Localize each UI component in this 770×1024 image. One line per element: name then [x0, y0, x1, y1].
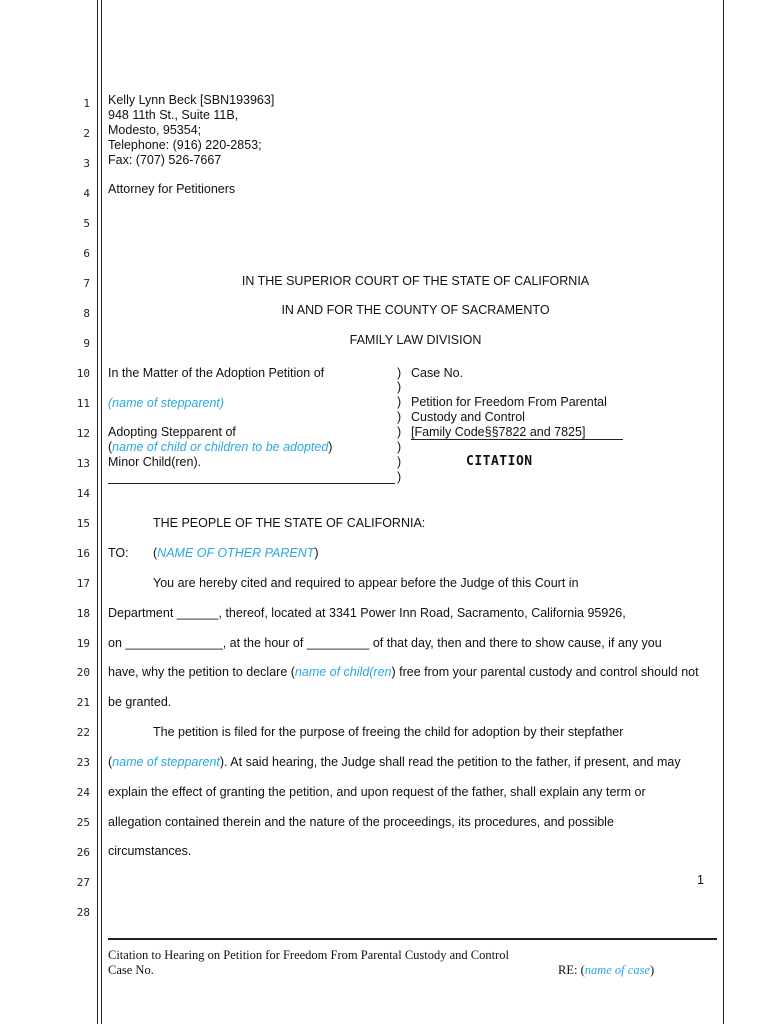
- to-label: TO:: [108, 546, 129, 560]
- caption-paren: ): [397, 470, 402, 484]
- line-number: 9: [83, 337, 90, 350]
- case-name-placeholder: name of case: [584, 963, 650, 977]
- body-line-23: [108, 755, 681, 769]
- line-number: 11: [76, 397, 90, 410]
- child-name-placeholder: name of child(ren: [294, 665, 392, 679]
- left-margin-rule-inner: [101, 0, 102, 1024]
- line-number: 25: [76, 816, 90, 829]
- family-code-reference: [Family Code§§7822 and 7825]: [411, 425, 586, 439]
- caption-paren: ): [397, 366, 402, 380]
- matter-label: In the Matter of the Adoption Petition of: [108, 366, 325, 380]
- paren-close: ): [314, 546, 319, 560]
- line-number: 13: [76, 457, 90, 470]
- line-number: 3: [83, 157, 90, 170]
- attorney-telephone: Telephone: (916) 220-2853;: [108, 138, 262, 152]
- stepparent-placeholder: (name of stepparent): [108, 396, 225, 410]
- footer-re-line: [558, 963, 654, 978]
- line-number: 22: [76, 726, 90, 739]
- paren-close: ): [328, 440, 333, 454]
- line-number: 12: [76, 427, 90, 440]
- caption-paren: ): [397, 440, 402, 454]
- location-text: , thereof, located at 3341 Power Inn Road, Sacramento, California 95926,: [218, 606, 626, 620]
- line-number: 23: [76, 756, 90, 769]
- line-number: 7: [83, 277, 90, 290]
- custody-text: ) free from your parental custody and control should not: [391, 665, 699, 679]
- body-line-18: [108, 606, 626, 620]
- line-number: 19: [76, 637, 90, 650]
- caption-underline: [108, 483, 395, 484]
- department-label: Department: [108, 606, 177, 620]
- line-number: 14: [76, 487, 90, 500]
- stepparent-placeholder: name of stepparent: [112, 755, 220, 769]
- family-code-underline: [411, 439, 623, 440]
- line-number: 26: [76, 846, 90, 859]
- body-line-20: [108, 665, 699, 679]
- body-line-17: You are hereby cited and required to appear before the Judge of this Court in: [153, 576, 579, 590]
- line-number: 4: [83, 187, 90, 200]
- paren-open: (: [108, 440, 113, 454]
- line-number: 28: [76, 906, 90, 919]
- caption-paren: ): [397, 425, 402, 439]
- line-number: 10: [76, 367, 90, 380]
- line-number: 20: [76, 666, 90, 679]
- paren-open: (: [153, 546, 158, 560]
- line-number: 2: [83, 127, 90, 140]
- petition-title-line1: Petition for Freedom From Parental: [411, 395, 607, 409]
- court-heading-line1: IN THE SUPERIOR COURT OF THE STATE OF CALIFORNIA: [241, 274, 590, 288]
- body-line-22: The petition is filed for the purpose of freeing the child for adoption by their stepfather: [153, 725, 624, 739]
- petition-declare-text: have, why the petition to declare (: [108, 665, 295, 679]
- page-number: 1: [697, 873, 704, 887]
- re-label: RE: (: [558, 963, 585, 977]
- left-margin-rule-outer: [97, 0, 98, 1024]
- line-number: 27: [76, 876, 90, 889]
- line-number: 5: [83, 217, 90, 230]
- footer-title: Citation to Hearing on Petition for Freedom From Parental Custody and Control: [108, 948, 509, 962]
- attorney-address-line2: Modesto, 95354;: [108, 123, 202, 137]
- body-line-25: allegation contained therein and the nature of the proceedings, its procedures, and possible: [108, 815, 614, 829]
- child-name-line: [108, 440, 332, 454]
- line-number: 8: [83, 307, 90, 320]
- line-number: 18: [76, 607, 90, 620]
- caption-paren: ): [397, 395, 402, 409]
- body-line-26: circumstances.: [108, 844, 192, 858]
- line-number: 17: [76, 577, 90, 590]
- attorney-fax: Fax: (707) 526-7667: [108, 153, 222, 167]
- paren-open: (: [108, 755, 113, 769]
- body-line-19: on ______________, at the hour of _________ of that day, then and there to show cause, if any you: [108, 636, 662, 650]
- caption-paren: ): [397, 380, 402, 394]
- attorney-name: Kelly Lynn Beck [SBN193963]: [108, 93, 275, 107]
- footer-rule: [108, 938, 717, 940]
- line-number: 24: [76, 786, 90, 799]
- other-parent-placeholder: NAME OF OTHER PARENT: [157, 546, 315, 560]
- line-number: 6: [83, 247, 90, 260]
- court-heading-line3: FAMILY LAW DIVISION: [349, 333, 482, 347]
- paren-close: ): [650, 963, 655, 977]
- line-number: 1: [83, 97, 90, 110]
- line-number: 15: [76, 517, 90, 530]
- child-name-placeholder: name of child or children to be adopted: [112, 440, 329, 454]
- department-blank: ______: [176, 606, 219, 620]
- attorney-address-line1: 948 11th St., Suite 11B,: [108, 108, 239, 122]
- body-line-24: explain the effect of granting the petition, and upon request of the father, shall explain any term or: [108, 785, 646, 799]
- footer-case-number: Case No.: [108, 963, 154, 977]
- line-number: 21: [76, 696, 90, 709]
- people-heading: THE PEOPLE OF THE STATE OF CALIFORNIA:: [153, 516, 426, 530]
- other-parent-line: [153, 546, 319, 560]
- minor-label: Minor Child(ren).: [108, 455, 202, 469]
- case-number-label: Case No.: [411, 366, 464, 380]
- right-margin-rule: [723, 0, 724, 1024]
- line-number: 16: [76, 547, 90, 560]
- petition-title-line2: Custody and Control: [411, 410, 525, 424]
- adopting-label: Adopting Stepparent of: [108, 425, 236, 439]
- caption-paren: ): [397, 410, 402, 424]
- caption-paren: ): [397, 455, 402, 469]
- hearing-text: ). At said hearing, the Judge shall read the petition to the father, if present, and may: [219, 755, 681, 769]
- body-line-21: be granted.: [108, 695, 172, 709]
- attorney-role: Attorney for Petitioners: [108, 182, 236, 196]
- court-heading-line2: IN AND FOR THE COUNTY OF SACRAMENTO: [281, 303, 550, 317]
- citation-title: CITATION: [466, 454, 533, 469]
